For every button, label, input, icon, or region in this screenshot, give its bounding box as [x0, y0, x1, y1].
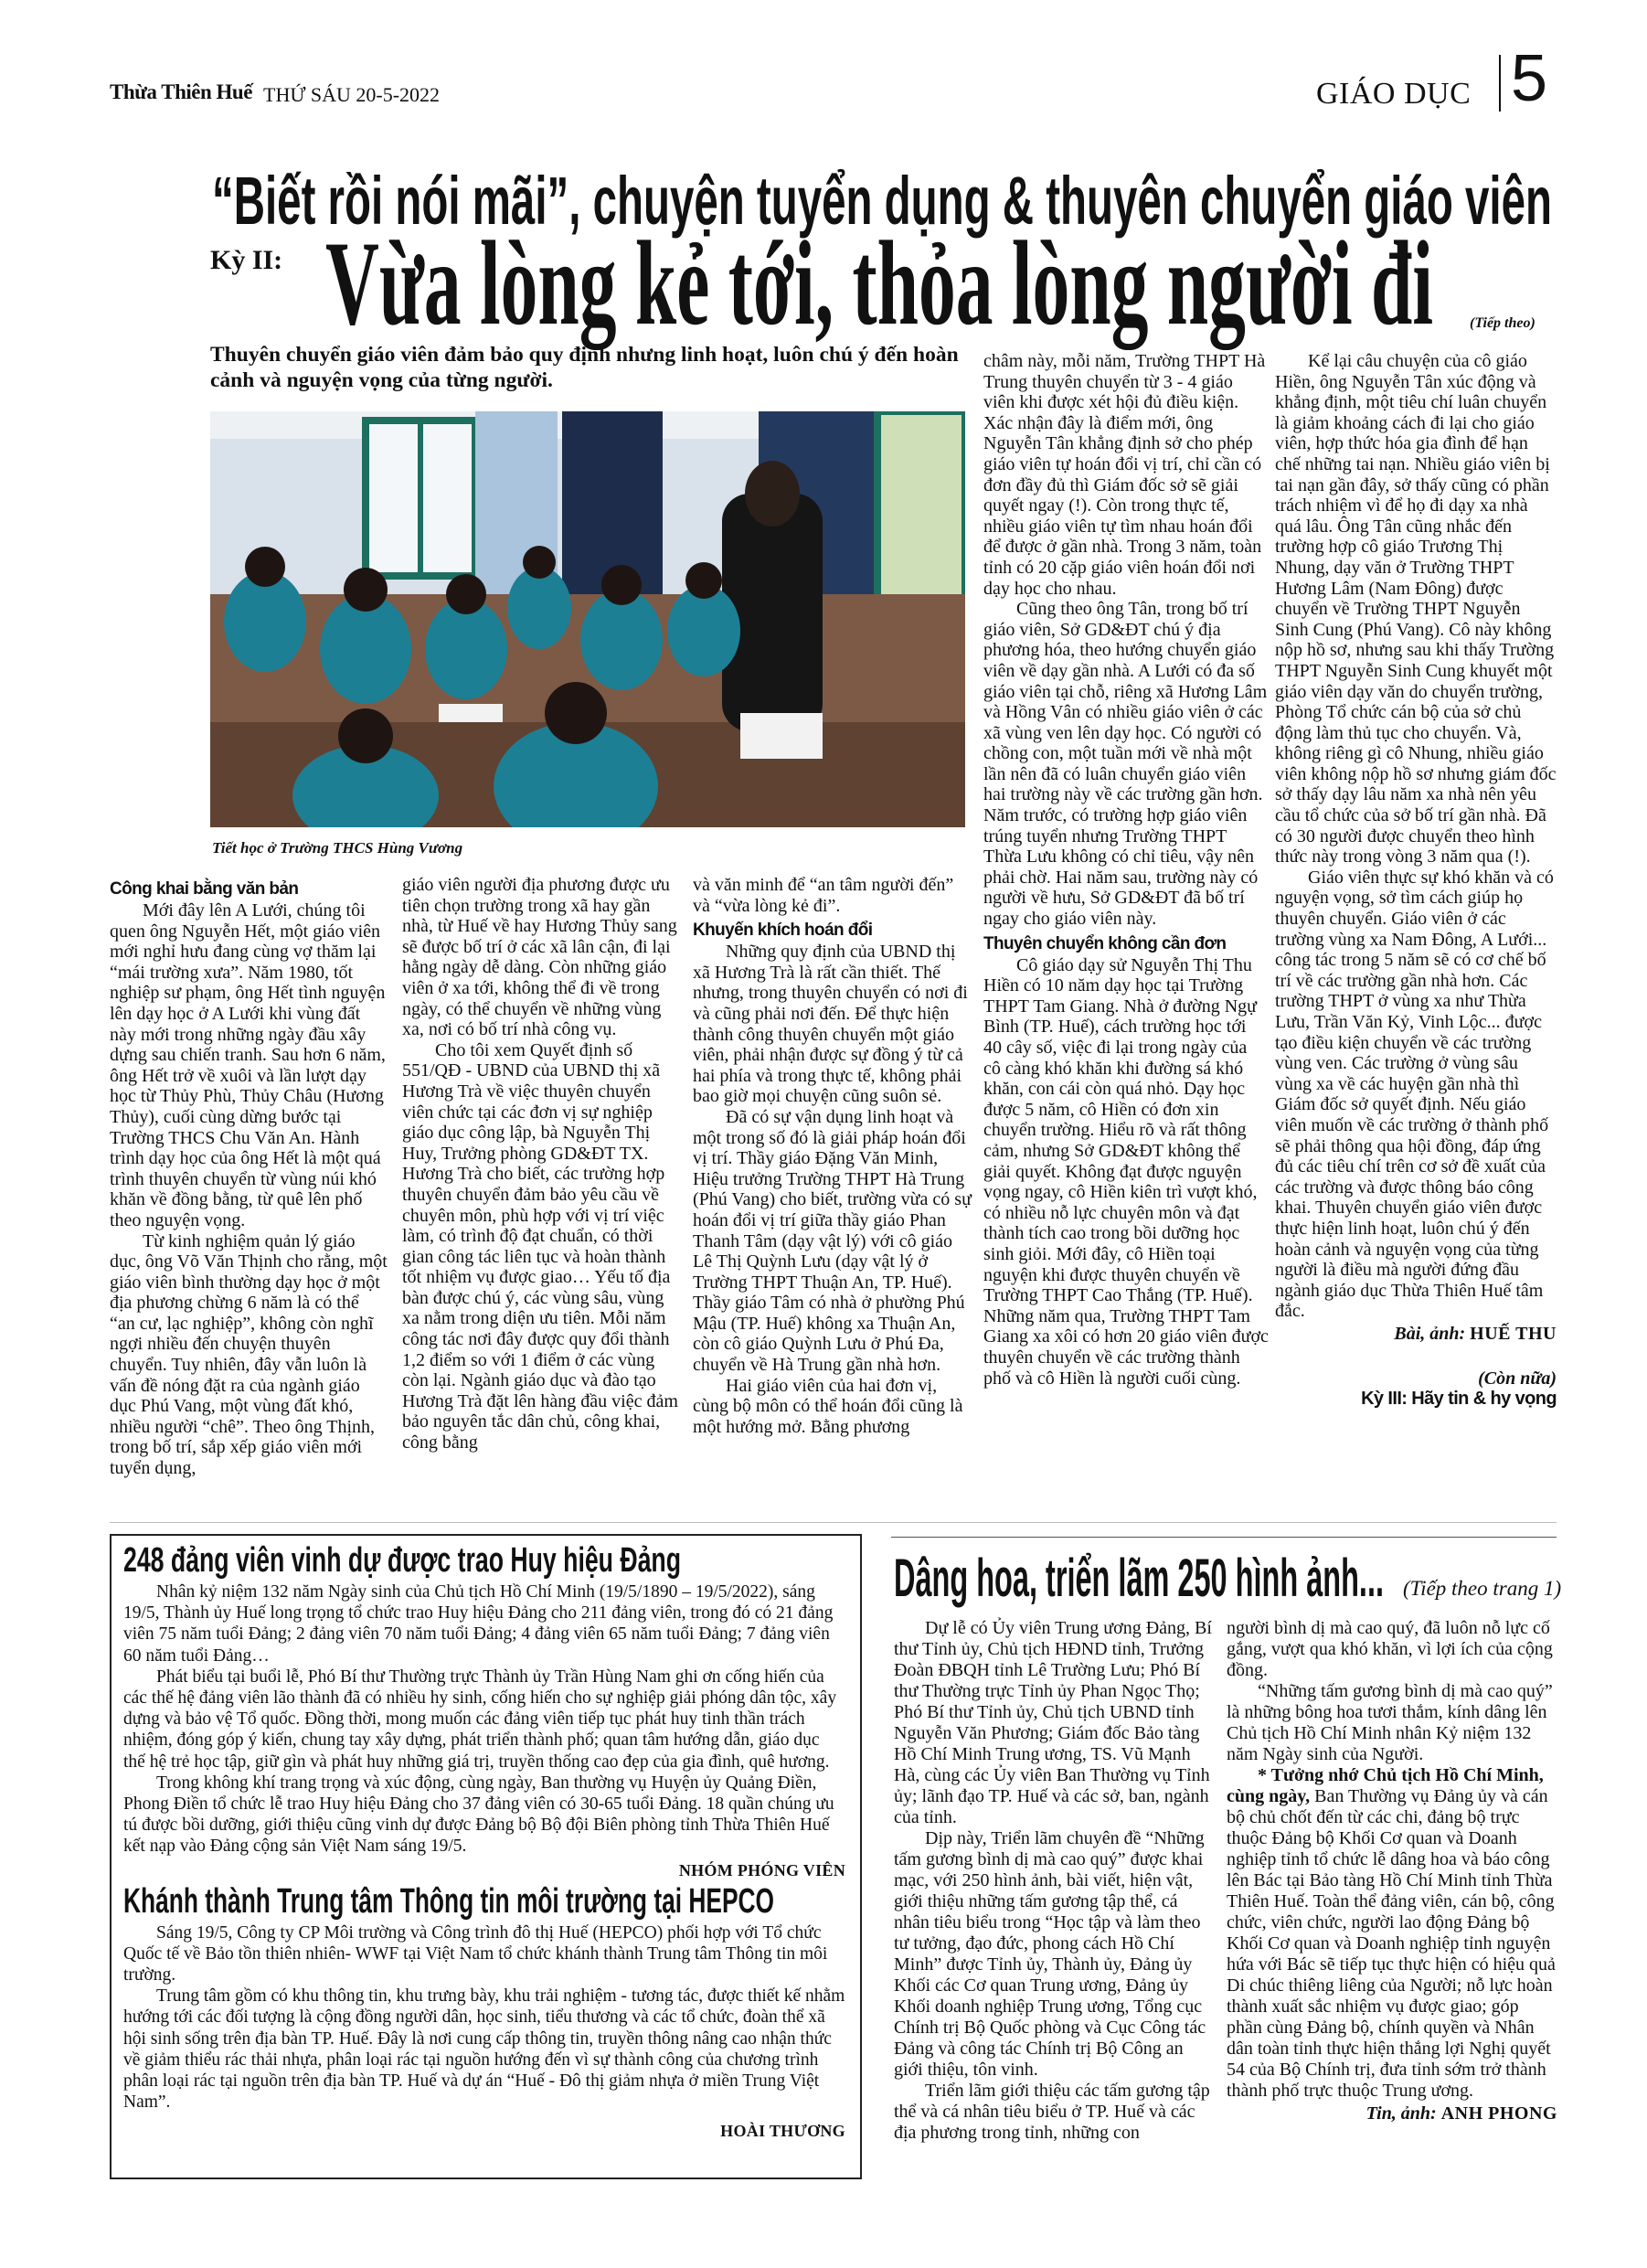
- story-3-column-2-body: [1227, 1618, 1557, 2102]
- paragraph: Cho tôi xem Quyết định số 551/QĐ - UBND của UBND thị xã Hương Trà về việc thuyên chuyển viên chức tại các đơn vị sự nghiệp giáo dục công lập, bà Nguyễn Thị Huy, Trưởng phòng GD&ĐT TX. Hương Trà cho biết, các trường hợp thuyên chuyển đảm bảo yêu cầu về chuyên môn, phù hợp với vị trí việc làm, có trình độ đạt chuẩn, có thời gian công tác liên tục và hoàn thành tốt nhiệm vụ được giao… Yếu tố địa bàn được chú ý, các vùng sâu, vùng xa nằm trong diện ưu tiên. Mỗi năm công tác nơi đây được quy đổi thành 1,2 điểm so với 1 điểm ở các vùng còn lại. Ngành giáo dục và đào tạo Hương Trà đặt lên hàng đầu việc đảm bảo nguyên tắc dân chủ, công khai, công bằng: [402, 1039, 678, 1453]
- article-column-3: [693, 875, 972, 1437]
- brief-1-headline: 248 đảng viên vinh dự được trao Huy hiệu Đảng: [123, 1541, 681, 1580]
- paragraph: người bình dị mà cao quý, đã luôn nỗ lực cố gắng, vượt qua khó khăn, vì lợi ích của cộng đồng.: [1227, 1618, 1553, 1680]
- to-be-continued: (Còn nữa): [1478, 1368, 1557, 1389]
- continued-label: (Tiếp theo): [1470, 315, 1535, 331]
- story-3-column-2: [1227, 1618, 1557, 2124]
- divider: [891, 1537, 1557, 1538]
- paragraph: Nhân kỷ niệm 132 năm Ngày sinh của Chủ tịch Hồ Chí Minh (19/5/1890 – 19/5/2022), sáng 19/5, Thành ủy Huế long trọng tổ chức trao Huy hiệu Đảng cho 211 đảng viên, trong đó có 21 đảng viên 75 năm tuổi Đảng; 2 đảng viên 70 năm tuổi Đảng; 4 đảng viên 65 năm tuổi Đảng; 7 đảng viên 60 năm tuổi Đảng…: [123, 1582, 834, 1666]
- paragraph: Phát biểu tại buổi lễ, Phó Bí thư Thường trực Thành ủy Trần Hùng Nam ghi ơn cống hiến của các thế hệ đảng viên lão thành đã có nhiều hy sinh, cống hiến cho sự nghiệp giải phóng dân tộc, xây dựng và bảo vệ Tổ quốc. Đồng thời, mong muốn các đảng viên tiếp tục phát huy tinh thần trách nhiệm, đóng góp ý kiến, chung tay xây dựng, phát triển thành phố; quan tâm hướng dẫn, giáo dục thế hệ trẻ học tập, giữ gìn và phát huy những giá trị, truyền thống cao đẹp của gia đình, quê hương.: [123, 1666, 837, 1772]
- news-briefs-box: [110, 1534, 862, 2179]
- paragraph: châm này, mỗi năm, Trường THPT Hà Trung thuyên chuyển từ 3 - 4 giáo viên khi được xét hội đủ điều kiện. Xác nhận đây là điểm mới, ông Nguyễn Tân khẳng định sở cho phép giáo viên tự hoán đổi vị trí, chỉ cần có đơn đầy đủ thì Giám đốc sở sẽ giải quyết ngay (!). Còn trong thực tế, nhiều giáo viên tự tìm nhau hoán đổi để được ở gần nhà. Trong 3 năm, toàn tỉnh có 20 cặp giáo viên hoán đổi nơi dạy học cho nhau.: [983, 351, 1266, 599]
- paragraph: Những quy định của UBND thị xã Hương Trà là rất cần thiết. Thế nhưng, trong thuyên chuyển có nơi đi và cũng phải nơi đến. Để thực hiện thành công thuyên chuyển một giáo viên, phải nhận được sự đồng ý từ cả hai phía và trong thực tế, không phải bao giờ mọi chuyện cũng suôn sẻ.: [693, 942, 968, 1107]
- article-column-5: [1275, 351, 1557, 1410]
- series-label: Kỳ II:: [210, 245, 283, 275]
- page-number: 5: [1511, 42, 1548, 115]
- kicker-headline: “Biết rồi nói mãi”, chuyện tuyển dụng & thuyên chuyển giáo viên: [212, 163, 1552, 239]
- paragraph: Dự lễ có Ủy viên Trung ương Đảng, Bí thư Tỉnh ủy, Chủ tịch HĐND tỉnh, Trưởng Đoàn ĐBQH tỉnh Lê Trường Lưu; Phó Bí thư Thường trực Tỉnh ủy Phan Ngọc Thọ; Phó Bí thư Tỉnh ủy, Chủ tịch UBND tỉnh Nguyễn Văn Phương; Giám đốc Bảo tàng Hồ Chí Minh Trung ương, TS. Vũ Mạnh Hà, cùng các Ủy viên Ban Thường vụ Tỉnh ủy; lãnh đạo TP. Huế và các sở, ban, ngành của tỉnh.: [894, 1618, 1212, 1827]
- paragraph-text: Ban Thường vụ Đảng ủy và cán bộ chủ chốt đến từ các chi, đảng bộ trực thuộc Đảng bộ Khối Cơ quan và Doanh nghiệp tỉnh tổ chức lễ dâng hoa và báo công lên Bác tại Bảo tàng Hồ Chí Minh tỉnh Thừa Thiên Huế. Toàn thể đảng viên, cán bộ, công chức, viên chức, người lao động Đảng bộ Khối Cơ quan và Doanh nghiệp tỉnh nguyện hứa với Bác sẽ tiếp tục thực hiện có hiệu quả Di chúc thiêng liêng của Người; nỗ lực hoàn thành xuất sắc nhiệm vụ được giao; góp phần cùng Đảng bộ, chính quyền và Nhân dân toàn tỉnh thực hiện thắng lợi Nghị quyết 54 của Bộ Chính trị, đưa tỉnh sớm trở thành thành phố trực thuộc Trung ương.: [1227, 1786, 1556, 2101]
- brief-2-body: [123, 1922, 845, 2114]
- story-3-continued-label: (Tiếp theo trang 1): [1403, 1577, 1562, 1600]
- byline-name: HUẾ THU: [1470, 1323, 1557, 1344]
- article-column-5-body: [1275, 351, 1557, 1322]
- paragraph: “Những tấm gương bình dị mà cao quý” là những bông hoa tươi thắm, kính dâng lên Chủ tịch Hồ Chí Minh nhân Kỷ niệm 132 năm Ngày sinh của Người.: [1227, 1681, 1553, 1764]
- paragraph: Đã có sự vận dụng linh hoạt và một trong số đó là giải pháp hoán đổi vị trí. Thầy giáo Đặng Văn Minh, Hiệu trưởng Trường THPT Hà Trung (Phú Vang) cho biết, trường vừa có sự hoán đổi vị trí giữa thầy giáo Phan Thanh Tâm (dạy vật lý) với cô giáo Lê Thị Quỳnh Lưu (dạy vật lý ở Trường THPT Thuận An, TP. Huế). Thầy giáo Tâm có nhà ở phường Phú Mậu (TP. Huế) không xa Thuận An, còn cô giáo Quỳnh Lưu ở Phú Đa, chuyển về Hà Trung gần nhà hơn.: [693, 1106, 972, 1376]
- brief-2-signature: HOÀI THƯƠNG: [720, 2122, 845, 2141]
- article-column-2: [402, 875, 681, 1453]
- paragraph: Dịp này, Triển lãm chuyên đề “Những tấm gương bình dị mà cao quý” được khai mạc, với 250 hình ảnh, bài viết, hiện vật, giới thiệu những tấm gương tập thể, cá nhân tiêu biểu trong “Học tập và làm theo tư tưởng, đạo đức, phong cách Hồ Chí Minh” được Tỉnh ủy, Thành ủy, Đảng ủy Khối các Cơ quan Trung ương, Đảng ủy Khối doanh nghiệp Trung ương, Tổng cục Chính trị Bộ Quốc phòng và Cục Công tác Đảng và công tác Chính trị Bộ Công an giới thiệu, tôn vinh.: [894, 1828, 1206, 2080]
- article-column-4: [983, 351, 1269, 1389]
- byline-label: Bài, ảnh:: [1394, 1323, 1466, 1344]
- paragraph: Hai giáo viên của hai đơn vị, cùng bộ môn có thể hoán đổi cũng là một hướng mở. Bằng phương: [693, 1375, 963, 1437]
- subheading: Công khai bằng văn bản: [110, 879, 299, 899]
- paragraph: Từ kinh nghiệm quản lý giáo dục, ông Võ Văn Thịnh cho rằng, một giáo viên bình thường dạy học ở một địa phương chừng 6 năm là có thể “an cư, lạc nghiệp”, không còn nghĩ ngợi nhiều đến chuyện thuyên chuyển. Tuy nhiên, đây vẫn luôn là vấn đề nóng đặt ra của ngành giáo dục Phú Vang, một vùng đất khó, nhiều người “chê”. Theo ông Thịnh, trong bố trí, sắp xếp giáo viên mới tuyển dụng,: [110, 1230, 388, 1479]
- brief-1-body: [123, 1581, 845, 1858]
- paragraph: Mới đây lên A Lưới, chúng tôi quen ông Nguyễn Hết, một giáo viên mới nghỉ hưu đang cùng vợ thăm lại “mái trường xưa”. Năm 1980, tốt nghiệp sư phạm, ông Hết tình nguyện lên dạy học ở A Lưới khi vùng đất này mới trong những ngày đầu xây dựng sau chiến tranh. Sau hơn 6 năm, ông Hết trở về xuôi và lần lượt dạy học từ Thủy Phù, Thủy Châu (Hương Thủy), cuối cùng dừng bước tại Trường THCS Chu Văn An. Hành trình dạy học của ông Hết là một quá trình thuyên chuyển từ vùng núi khó khăn về đồng bằng, từ quê lên phố theo nguyện vọng.: [110, 900, 386, 1230]
- paragraph: và văn minh để “an tâm người đến” và “vừa lòng kẻ đi”.: [693, 875, 954, 916]
- paragraph: Cô giáo dạy sử Nguyễn Thị Thu Hiền có 10 năm dạy học tại Trường THPT Tam Giang. Nhà ở đường Ngự Bình (TP. Huế), cách trường học tới 40 cây số, việc đi lại trong ngày của cô càng khó khăn khi đường sá khó khăn, con cái còn quá nhỏ. Dạy học được 5 năm, cô Hiền có đơn xin chuyển trường. Hiểu rõ và rất thông cảm, nhưng Sở GD&ĐT không thể giải quyết. Không đạt được nguyện vọng ngay, cô Hiền kiên trì vượt khó, có nhiều nỗ lực chuyên môn và đạt thành tích cao trong bồi dưỡng học sinh giỏi. Mới đây, cô Hiền toại nguyện khi được thuyên chuyển về Trường THPT Cao Thắng (TP. Huế). Những năm qua, Trường THPT Tam Giang xa xôi có hơn 20 giáo viên được thuyên chuyển về các trường thành phố và cô Hiền là người cuối cùng.: [983, 954, 1269, 1389]
- lead-paragraph: Thuyên chuyển giáo viên đảm bảo quy định nhưng linh hoạt, luôn chú ý đến hoàn cảnh và nguyện vọng của từng người.: [210, 343, 959, 392]
- title-box: [325, 216, 1433, 350]
- article-column-1: [110, 875, 388, 1479]
- brief-1-signature: NHÓM PHÓNG VIÊN: [678, 1860, 845, 1879]
- byline: [1275, 1324, 1557, 1345]
- paragraph: giáo viên người địa phương được ưu tiên chọn trường trong xã hay gần nhà, từ Huế về hay Hương Thủy sang sẽ được bố trí ở các xã lân cận, đi lại hằng ngày dễ dàng. Còn những giáo viên ở xa tới, không thể đi về trong ngày, có thể chuyển về những vùng xa, nơi có bố trí nhà công vụ.: [402, 875, 677, 1040]
- issue-date: THỨ SÁU 20-5-2022: [263, 83, 441, 106]
- main-headline: Vừa lòng kẻ tới, thỏa lòng người đi: [325, 216, 1433, 350]
- classroom-photo: [210, 411, 965, 827]
- paragraph: Trung tâm gồm có khu thông tin, khu trưng bày, khu trải nghiệm - tương tác, được thiết kế nhằm hướng tới các đối tượng là cộng đồng người dân, học sinh, tiểu thương và các tổ chức, đoàn thể xã hội sinh sống trên địa bàn TP. Huế. Đây là nơi cung cấp thông tin, truyền thông nâng cao nhận thức về giảm thiểu rác thải nhựa, phân loại rác tại nguồn hướng đến vì sự thành công của chương trình phân loại rác tại nguồn trên địa bàn TP. Huế và dự án “Huế - Đô thị giảm nhựa ở miền Trung Việt Nam”.: [123, 1986, 845, 2113]
- section-name: GIÁO DỤC: [1316, 77, 1472, 111]
- subheading: Khuyến khích hoán đổi: [693, 921, 873, 941]
- byline-name: ANH PHONG: [1440, 2103, 1557, 2124]
- subheading: Thuyên chuyển không cần đơn: [983, 933, 1227, 953]
- divider: [1499, 55, 1501, 112]
- classroom-photo-illustration: [210, 411, 965, 827]
- paragraph: Kể lại câu chuyện của cô giáo Hiền, ông Nguyễn Tân xúc động và khẳng định, một tiêu chí luân chuyển là giảm khoảng cách đi lại cho giáo viên, hợp thức hóa gia đình để hạn chế những tai nạn. Nhiều giáo viên bị tai nạn gần đây, sở thấy cũng có phần trách nhiệm vì để họ đi dạy xa nhà quá lâu. Ông Tân cũng nhắc đến trường hợp cô giáo Trương Thị Nhung, dạy văn ở Trường THPT Hương Lâm (Nam Đông) được chuyển về Trường THPT Nguyễn Sinh Cung (Phú Vang). Cô này không nộp hồ sơ, nhưng sau khi thấy Trường THPT Nguyễn Sinh Cung khuyết một giáo viên dạy văn do chuyển trường, Phòng Tổ chức cán bộ của sở chủ động làm thủ tục cho chuyển. Và, không riêng gì cô Nhung, nhiều giáo viên không nộp hồ sơ nhưng giám đốc sở thấy dạy lâu năm xa nhà nên yêu cầu tổ chức của sở bố trí gần nhà. Đã có 30 người được chuyển theo hình thức này trong vòng 3 năm qua (!).: [1275, 351, 1557, 868]
- paragraph: Triển lãm giới thiệu các tấm gương tập thể và cá nhân tiêu biểu ở TP. Huế và các địa phương trong tỉnh, những con: [894, 2081, 1210, 2143]
- story-3-headline: Dâng hoa, triển lãm 250 hình ảnh...: [894, 1549, 1384, 1608]
- paragraph: Sáng 19/5, Công ty CP Môi trường và Công trình đô thị Huế (HEPCO) phối hợp với Tổ chức Quốc tế về Bảo tồn thiên nhiên- WWF tại Việt Nam tổ chức khánh thành Trung tâm Thông tin môi trường.: [123, 1922, 828, 1986]
- paragraph: Trong không khí trang trọng và xúc động, cùng ngày, Ban thường vụ Huyện ủy Quảng Điền, Phong Điền tổ chức lễ trao Huy hiệu Đảng cho 37 đảng viên có 30-65 tuổi Đảng. 18 quần chúng ưu tú được bồi dưỡng, giới thiệu cũng vinh dự được Đảng bộ Bộ đội Biên phòng tỉnh Thừa Thiên Huế kết nạp vào Đảng cộng sản Việt Nam sáng 19/5.: [123, 1773, 834, 1857]
- paragraph: Cũng theo ông Tân, trong bố trí giáo viên, Sở GD&ĐT chú ý địa phương hóa, theo hướng chuyển giáo viên về dạy gần nhà. A Lưới có đa số giáo viên tại chỗ, riêng xã Hương Lâm và Hồng Vân có nhiều giáo viên ở các xã vùng ven lên dạy học. Có người có chồng con, một tuần mới về nhà một lần nên đã có luân chuyển giáo viên hai trường này về các trường gần hơn. Năm trước, có trường hợp giáo viên trúng tuyển nhưng Trường THPT Thừa Lưu không có chỉ tiêu, vậy nên phải chờ. Hai năm sau, trường này có người về hưu, Sở GD&ĐT đã bố trí ngay cho giáo viên này.: [983, 599, 1268, 930]
- next-part-teaser: Kỳ III: Hãy tin & hy vọng: [1361, 1389, 1557, 1410]
- paragraph: Giáo viên thực sự khó khăn và có nguyện vọng, sở tìm cách giúp họ thuyên chuyển. Giáo viên ở các trường vùng xa Nam Đông, A Lưới... công tác trong 5 năm sẽ có cơ chế bố trí về các trường gần nhà hơn. Các trường THPT ở vùng xa như Thừa Lưu, Trần Văn Kỷ, Vinh Lộc... được tạo điều kiện chuyển về các trường vùng ven. Các trường ở vùng sâu vùng xa về các huyện gần nhà thì Giám đốc sở quyết định. Nếu giáo viên muốn về các trường ở thành phố sẽ phải thông qua hội đồng, đáp ứng đủ các tiêu chí trên cơ sở đề xuất của các trường và được thông báo công khai. Thuyên chuyển giáo viên được thực hiện linh hoạt, luôn chú ý đến hoàn cảnh và nguyện vọng của từng người là điều mà người đứng đầu ngành giáo dục Thừa Thiên Huế tâm đắc.: [1275, 867, 1554, 1322]
- photo-caption: Tiết học ở Trường THCS Hùng Vương: [212, 839, 463, 857]
- paragraph-lead-in: * Tưởng nhớ Chủ tịch Hồ Chí Minh, cùng ngày,: [1227, 1765, 1544, 1806]
- divider: [110, 1522, 1557, 1523]
- story-3-byline: [1227, 2103, 1557, 2124]
- paragraph: [1227, 1765, 1557, 2102]
- paper-name: Thừa Thiên Huế: [110, 80, 252, 103]
- story-3-column-1: [894, 1618, 1214, 2144]
- brief-2-headline: Khánh thành Trung tâm Thông tin môi trường tại HEPCO: [123, 1881, 774, 1921]
- byline-label: Tin, ảnh:: [1365, 2103, 1437, 2124]
